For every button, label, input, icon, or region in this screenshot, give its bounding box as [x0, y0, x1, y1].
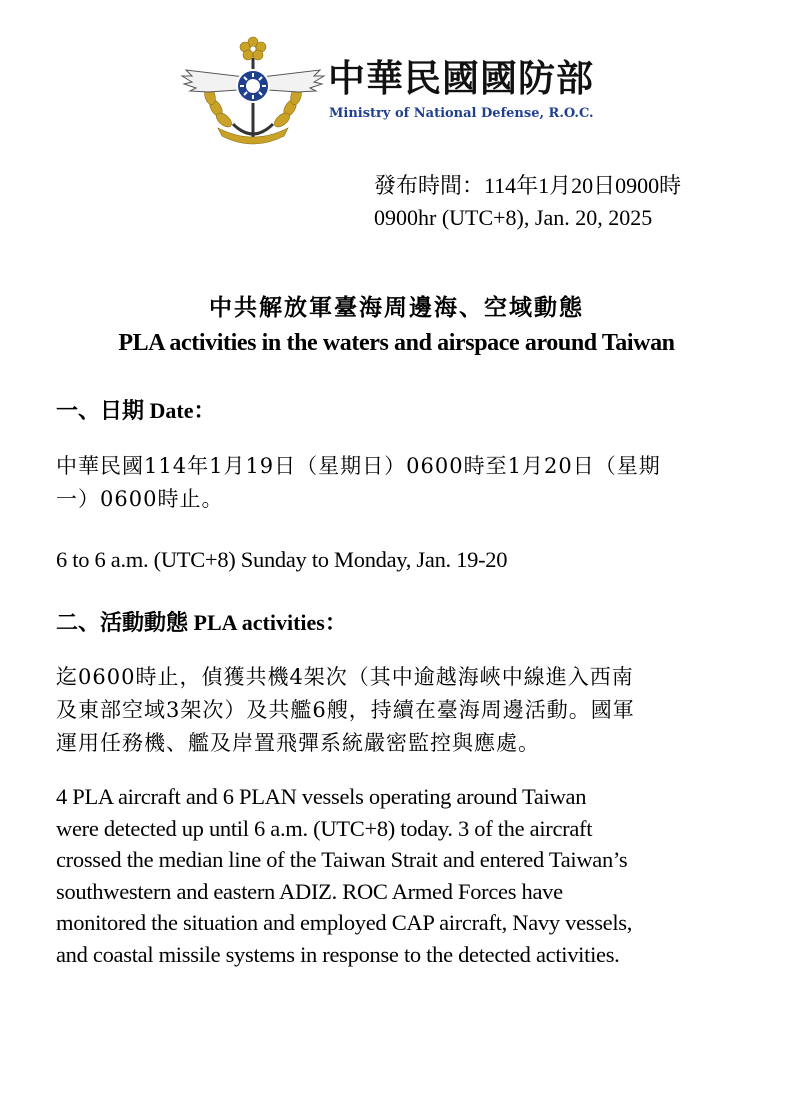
date-en-line: 6 to 6 a.m. (UTC+8) Sunday to Monday, Jan. 19-20 [56, 547, 508, 572]
release-time-zh: 發布時間：114年1月20日0900時 [374, 173, 682, 198]
activities-en-line: and coastal missile systems in response to the detected activities. [56, 941, 620, 967]
section-activities-zh [56, 661, 756, 760]
title-zh: 中共解放軍臺海周邊海、空域動態 [209, 294, 584, 321]
section-date-zh [56, 450, 756, 516]
date-zh-line: 一）0600時止。 [56, 487, 224, 511]
section-date-heading-wrap [56, 396, 756, 426]
activities-en-line: southwestern and eastern ADIZ. ROC Armed Forces have [56, 878, 563, 904]
letterhead [178, 28, 638, 158]
activities-zh-line: 及東部空域3架次）及共艦6艘，持續在臺海周邊活動。國軍 [56, 698, 635, 722]
section-activities-heading: 二、活動動態 PLA activities： [56, 610, 347, 635]
org-name-en: Ministry of National Defense, R.O.C. [329, 106, 594, 121]
activities-zh-line: 運用任務機、艦及岸置飛彈系統嚴密監控與應處。 [56, 731, 540, 755]
date-zh-line: 中華民國114年1月19日（星期日）0600時至1月20日（星期 [56, 454, 661, 478]
release-time [374, 170, 681, 234]
title-en: PLA activities in the waters and airspace around Taiwan [118, 330, 675, 356]
activities-en-line: monitored the situation and employed CAP aircraft, Navy vessels, [56, 910, 633, 935]
activities-en-line: were detected up until 6 a.m. (UTC+8) today. 3 of the aircraft [56, 815, 593, 841]
section-date-en [56, 544, 756, 576]
document-title [0, 290, 793, 360]
activities-en-line: crossed the median line of the Taiwan Strait and entered Taiwan’s [56, 847, 628, 872]
activities-zh-line: 迄0600時止，偵獲共機4架次（其中逾越海峽中線進入西南 [56, 665, 634, 689]
org-name-zh: 中華民國國防部 [328, 57, 594, 100]
activities-en-line: 4 PLA aircraft and 6 PLAN vessels operating around Taiwan [56, 784, 587, 809]
mnd-emblem-icon [178, 28, 328, 153]
section-date-heading: 一、日期 Date： [56, 398, 216, 423]
section-activities-heading-wrap [56, 608, 756, 638]
section-activities-en [56, 781, 756, 970]
release-time-en: 0900hr (UTC+8), Jan. 20, 2025 [374, 205, 653, 230]
